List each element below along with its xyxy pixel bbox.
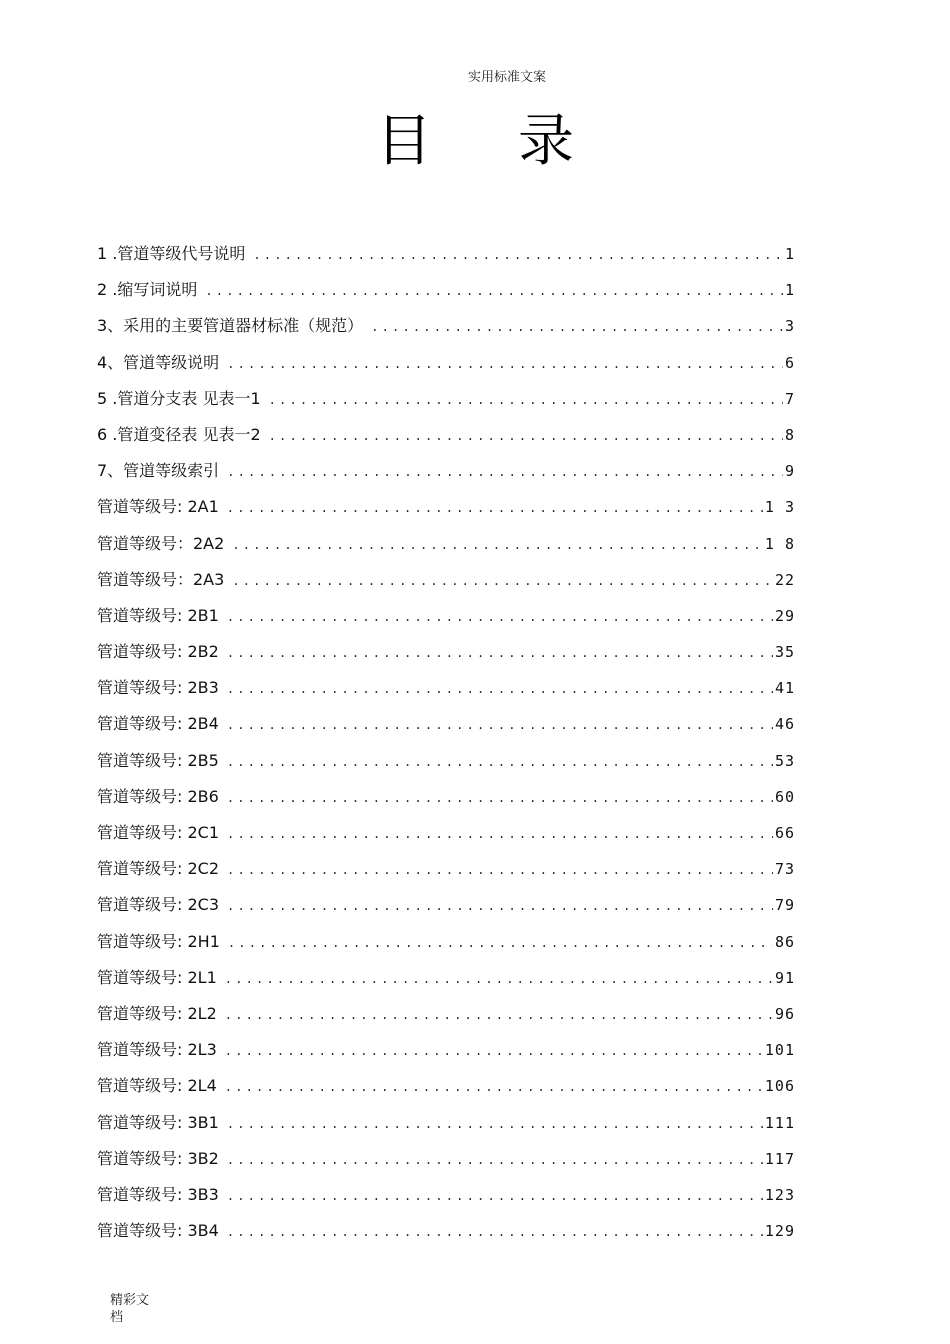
toc-dot-leader: [232, 527, 763, 563]
toc-entry-label: 管道等级号: 2L2: [97, 1003, 217, 1023]
toc-entry[interactable]: [97, 236, 795, 272]
toc-page-number: 46: [774, 715, 795, 734]
toc-dot-leader: [253, 237, 783, 273]
toc-entry-label: 管道等级号: 2B3: [97, 678, 219, 698]
toc-entry-label: 管道等级号: 2L1: [97, 967, 217, 987]
toc-entry[interactable]: [97, 924, 795, 960]
toc-dot-leader: [225, 1069, 763, 1105]
toc-entry[interactable]: [97, 670, 795, 706]
toc-dot-leader: [227, 816, 773, 852]
toc-entry-label: 管道等级号: 2C3: [97, 895, 220, 915]
toc-entry[interactable]: [97, 417, 795, 453]
toc-dot-leader: [227, 707, 773, 743]
toc-dot-leader: [228, 925, 773, 961]
toc-dot-leader: [205, 273, 783, 309]
toc-title: [0, 104, 950, 180]
toc-page-number: 73: [774, 860, 795, 879]
page-footer: 精彩文档: [110, 1293, 150, 1325]
toc-dot-leader: [227, 490, 763, 526]
toc-dot-leader: [227, 1142, 763, 1178]
toc-entry-label: 管道等级号: 2L4: [97, 1076, 217, 1096]
toc-page-number: 86: [774, 932, 795, 951]
toc-dot-leader: [227, 1106, 763, 1142]
toc-title-char-2: 录: [518, 109, 574, 174]
toc-page-number: 53: [774, 751, 795, 770]
toc-entry[interactable]: [97, 453, 795, 489]
toc-dot-leader: [227, 1214, 763, 1250]
toc-entry-label: 管道等级号: 2C2: [97, 859, 220, 879]
toc-entry[interactable]: [97, 345, 795, 381]
toc-page-number: 106: [764, 1077, 795, 1096]
toc-entry-label: 管道等级号: 3B3: [97, 1184, 219, 1204]
toc-entry[interactable]: [97, 272, 795, 308]
toc-entry-label: 管道等级号: 2L3: [97, 1040, 217, 1060]
toc-page-number: 96: [774, 1004, 795, 1023]
toc-entry[interactable]: [97, 743, 795, 779]
toc-entry-label: 管道等级号: 3B1: [97, 1112, 219, 1132]
toc-entry[interactable]: [97, 960, 795, 996]
toc-entry-label: 管道等级号: 2H1: [97, 931, 220, 951]
toc-page-number: 8: [784, 425, 795, 444]
toc-page-number: 117: [764, 1149, 795, 1168]
toc-page-number: 123: [764, 1185, 795, 1204]
toc-entry-label: 管道等级号: 2B6: [97, 786, 219, 806]
toc-entry-label: 管道等级号: 2B2: [97, 642, 219, 662]
table-of-contents: [97, 236, 795, 1249]
toc-dot-leader: [227, 346, 783, 382]
toc-entry-label: 管道等级号：2A3: [97, 569, 225, 589]
toc-dot-leader: [232, 563, 773, 599]
toc-dot-leader: [227, 635, 773, 671]
toc-entry[interactable]: [97, 381, 795, 417]
toc-entry-label: 管道等级号: 2C1: [97, 823, 220, 842]
toc-dot-leader: [225, 961, 773, 997]
toc-page-number: 111: [764, 1113, 795, 1132]
page-header: 实用标准文案: [468, 70, 547, 85]
toc-entry-label: 管道等级号: 3B2: [97, 1148, 219, 1168]
toc-dot-leader: [225, 997, 773, 1033]
toc-page-number: 3: [784, 317, 795, 336]
toc-entry-label: 管道等级号: 2A1: [97, 497, 219, 517]
toc-page-number: 1: [784, 245, 795, 263]
toc-page-number: 22: [774, 570, 795, 589]
toc-dot-leader: [225, 1033, 763, 1069]
toc-page-number: 9: [784, 462, 795, 481]
toc-page-number: 29: [774, 606, 795, 625]
toc-entry[interactable]: [97, 489, 795, 525]
toc-entry-label: 管道等级号: 2B1: [97, 605, 219, 625]
toc-entry[interactable]: [97, 1032, 795, 1068]
toc-page-number: 1 8: [764, 534, 795, 553]
toc-entry[interactable]: [97, 562, 795, 598]
toc-dot-leader: [227, 744, 773, 780]
toc-dot-leader: [269, 382, 783, 418]
toc-page-number: 1 3: [764, 498, 795, 517]
toc-entry-label: 管道等级号：2A2: [97, 533, 225, 553]
toc-entry[interactable]: [97, 1177, 795, 1213]
toc-page-number: 91: [774, 968, 795, 987]
toc-entry-label: 7、管道等级索引: [97, 461, 220, 481]
toc-page-number: 41: [774, 679, 795, 698]
toc-page-number: 60: [774, 787, 795, 806]
toc-entry[interactable]: [97, 706, 795, 742]
toc-entry[interactable]: [97, 996, 795, 1032]
toc-entry-label: 4、管道等级说明: [97, 352, 220, 372]
toc-dot-leader: [227, 780, 773, 816]
toc-dot-leader: [227, 888, 773, 924]
toc-dot-leader: [269, 418, 783, 454]
toc-dot-leader: [227, 599, 773, 635]
toc-page-number: 129: [764, 1222, 795, 1241]
toc-entry-label: 管道等级号: 2B4: [97, 714, 219, 734]
toc-entry[interactable]: [97, 634, 795, 670]
toc-dot-leader: [227, 852, 773, 888]
toc-dot-leader: [371, 309, 783, 345]
toc-title-char-1: 目: [376, 109, 432, 174]
toc-entry[interactable]: [97, 308, 795, 344]
toc-entry-label: 2 .缩写词说明: [97, 280, 198, 300]
toc-entry[interactable]: [97, 851, 795, 887]
toc-entry-label: 1 .管道等级代号说明: [97, 244, 246, 263]
toc-entry[interactable]: [97, 1141, 795, 1177]
toc-entry[interactable]: [97, 1105, 795, 1141]
toc-page-number: 35: [774, 643, 795, 662]
toc-entry[interactable]: [97, 526, 795, 562]
toc-entry[interactable]: [97, 1213, 795, 1249]
toc-page-number: 79: [774, 896, 795, 915]
toc-page-number: 7: [784, 389, 795, 408]
toc-entry-label: 管道等级号: 3B4: [97, 1221, 219, 1241]
toc-entry[interactable]: [97, 815, 795, 851]
toc-dot-leader: [227, 671, 773, 707]
toc-entry[interactable]: [97, 598, 795, 634]
toc-dot-leader: [227, 1178, 763, 1214]
toc-entry-label: 管道等级号: 2B5: [97, 750, 219, 770]
toc-entry[interactable]: [97, 779, 795, 815]
toc-entry-label: 3、采用的主要管道器材标准（规范）: [97, 316, 364, 336]
toc-entry-label: 6 .管道变径表 见表一2: [97, 424, 261, 444]
toc-page-number: 66: [774, 824, 795, 842]
toc-page-number: 101: [764, 1041, 795, 1060]
toc-dot-leader: [227, 454, 783, 490]
toc-page-number: 1: [784, 281, 795, 300]
toc-page-number: 6: [784, 353, 795, 372]
toc-entry[interactable]: [97, 1068, 795, 1104]
toc-entry[interactable]: [97, 887, 795, 923]
toc-entry-label: 5 .管道分支表 见表一1: [97, 388, 261, 408]
